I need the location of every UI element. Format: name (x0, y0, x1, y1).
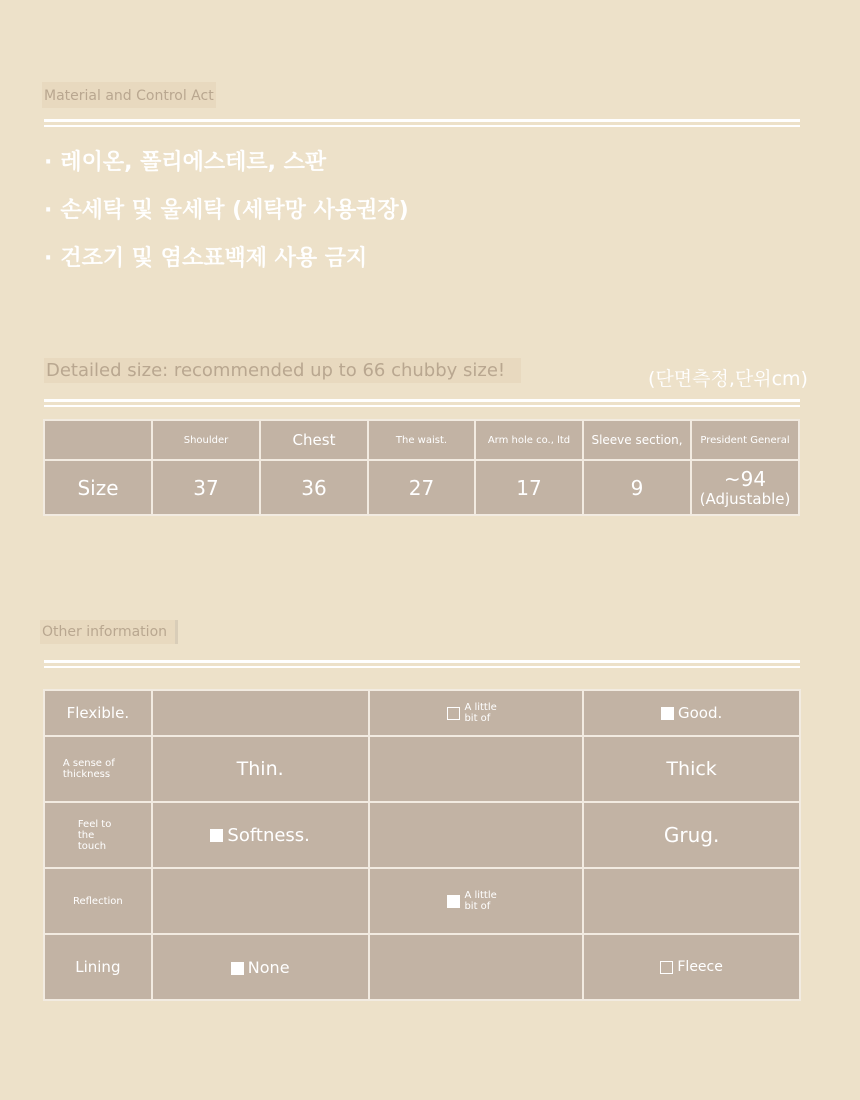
size-header-empty (44, 420, 152, 460)
size-rule-bottom (44, 405, 800, 407)
material-bullet-1: · 레이온, 폴리에스테르, 스판 (44, 150, 327, 175)
size-header-waist: The waist. (368, 420, 475, 460)
material-section-label: Material and Control Act (42, 82, 216, 108)
table-row (44, 934, 800, 1000)
size-value-chest: 36 (260, 460, 368, 515)
size-value-sleeve: 9 (583, 460, 691, 515)
material-rule-bottom (44, 125, 800, 127)
cell-reflection-1 (152, 868, 369, 934)
cell-flexible-2 (369, 690, 584, 736)
cell-flexible-1 (152, 690, 369, 736)
checkbox-empty-icon (660, 961, 673, 974)
size-rule-top (44, 399, 800, 402)
size-header-sleeve: Sleeve section, (583, 420, 691, 460)
row-label-touch (44, 802, 152, 868)
cell-lining-3-text: Fleece (677, 959, 723, 975)
table-row (44, 868, 800, 934)
size-table (43, 419, 800, 516)
size-value-total-note: (Adjustable) (699, 489, 791, 508)
cell-lining-1 (152, 934, 369, 1000)
size-value-waist: 27 (368, 460, 475, 515)
cell-touch-1 (152, 802, 369, 868)
size-header-shoulder: Shoulder (152, 420, 260, 460)
cell-flexible-3 (583, 690, 800, 736)
material-bullet-2: · 손세탁 및 울세탁 (세탁망 사용권장) (44, 198, 409, 223)
size-value-total (691, 460, 799, 515)
cell-reflection-2 (369, 868, 584, 934)
table-row (44, 736, 800, 802)
checkbox-checked-icon (231, 962, 244, 975)
cell-reflection-3 (583, 868, 800, 934)
other-rule-top (44, 660, 800, 663)
size-value-armhole: 17 (475, 460, 583, 515)
checkbox-checked-icon (661, 707, 674, 720)
cell-lining-2 (369, 934, 584, 1000)
size-value-shoulder: 37 (152, 460, 260, 515)
row-label-lining: Lining (44, 934, 152, 1000)
size-value-total-number: ~94 (723, 466, 767, 491)
cell-flexible-2-text: A little bit of (464, 702, 497, 724)
material-rule-top (44, 119, 800, 122)
cell-thickness-2 (369, 736, 584, 802)
cell-lining-1-text: None (247, 957, 290, 977)
table-row (44, 802, 800, 868)
size-unit-note: (단면측정,단위cm) (648, 368, 808, 390)
cell-thickness-3: Thick (583, 736, 800, 802)
size-header-chest: Chest (260, 420, 368, 460)
cell-touch-1-text: Softness. (227, 824, 310, 846)
cell-touch-2 (369, 802, 584, 868)
row-label-reflection: Reflection (44, 868, 152, 934)
cell-thickness-1: Thin. (152, 736, 369, 802)
cell-flexible-3-text: Good. (677, 704, 723, 722)
checkbox-checked-icon (447, 895, 460, 908)
size-header-total: President General (691, 420, 799, 460)
material-bullet-3: · 건조기 및 염소표백제 사용 금지 (44, 246, 368, 271)
cell-lining-3 (583, 934, 800, 1000)
other-section-label: Other information (40, 620, 178, 644)
size-row-label: Size (44, 460, 152, 515)
row-label-thickness-text: A sense of thickness (62, 758, 115, 780)
other-info-table (43, 689, 801, 1001)
row-label-touch-text: Feel to the touch (77, 818, 112, 852)
checkbox-empty-icon (447, 707, 460, 720)
cell-reflection-2-text: A little bit of (464, 890, 497, 912)
row-label-thickness (44, 736, 152, 802)
table-row (44, 690, 800, 736)
row-label-flexible: Flexible. (44, 690, 152, 736)
size-header-armhole: Arm hole co., ltd (475, 420, 583, 460)
cell-touch-3: Grug. (583, 802, 800, 868)
checkbox-checked-icon (210, 829, 223, 842)
size-section-label: Detailed size: recommended up to 66 chubby size! (44, 358, 521, 383)
other-rule-bottom (44, 666, 800, 668)
